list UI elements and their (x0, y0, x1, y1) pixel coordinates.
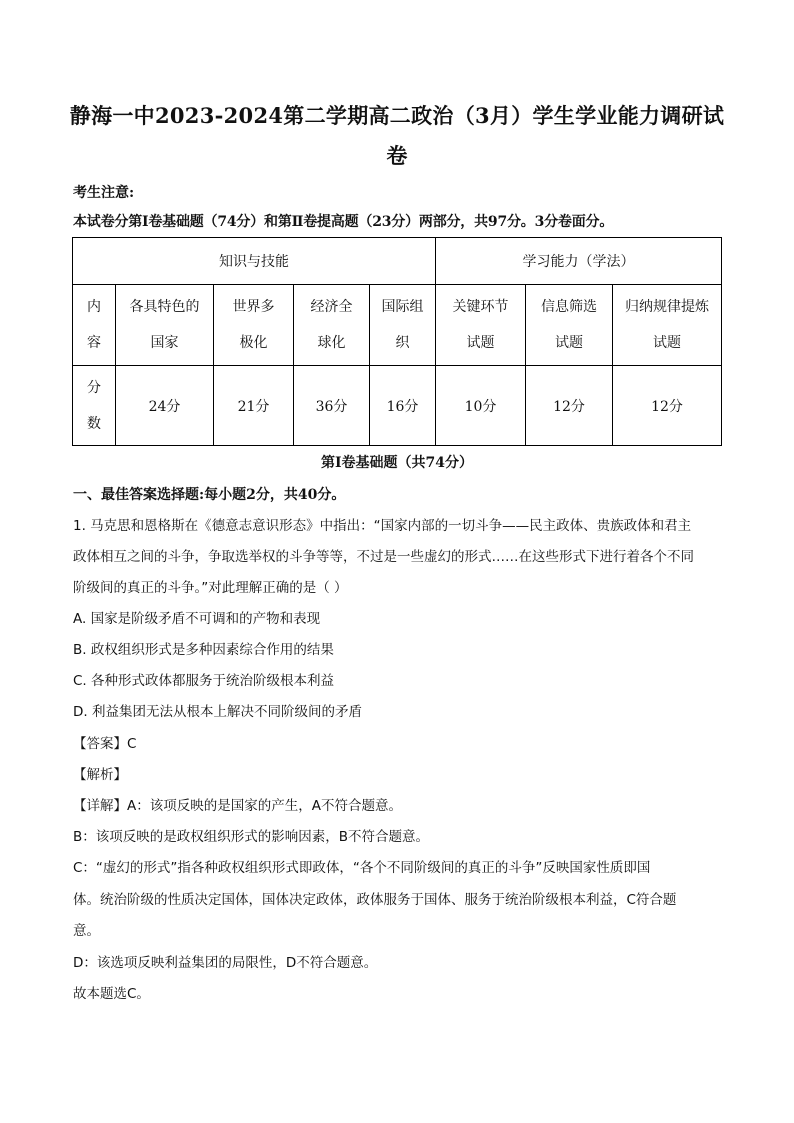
column-header: 归纳规律提炼 试题 (613, 285, 722, 366)
detail-c-line: 意。 (73, 923, 100, 939)
conclusion: 故本题选C。 (73, 986, 150, 1002)
option-a: A. 国家是阶级矛盾不可调和的产物和表现 (73, 611, 321, 627)
answer-tag: 【答案】 (73, 736, 127, 752)
title-line-1: 静海一中2023-2024第二学期高二政治（3月）学生学业能力调研试 (69, 103, 725, 128)
answer-value: C (127, 736, 137, 752)
row-header-score: 分 数 (73, 366, 116, 446)
row-header-content: 内 容 (73, 285, 116, 366)
option-c: C. 各种形式政体都服务于统治阶级根本利益 (73, 673, 335, 689)
score-cell: 12分 (526, 366, 613, 446)
question-stem-line: 政体相互之间的斗争，争取选举权的斗争等等，不过是一些虚幻的形式……在这些形式下进行着各个不同 (73, 549, 694, 565)
score-cell: 36分 (294, 366, 370, 446)
detail-c-line: C：“虚幻的形式”指各种政权组织形式即政体，“各个不同阶级间的真正的斗争”反映国家性质即国 (73, 860, 651, 876)
column-header: 经济全 球化 (294, 285, 370, 366)
part-heading: 一、最佳答案选择题:每小题2分，共40分。 (73, 487, 346, 503)
question-stem-line: 阶级间的真正的斗争。”对此理解正确的是（ ） (73, 580, 348, 596)
notice-heading: 考生注意: (73, 185, 135, 201)
detail-a: A：该项反映的是国家的产生，A不符合题意。 (127, 798, 402, 814)
column-header: 国际组 织 (370, 285, 436, 366)
option-b: B. 政权组织形式是多种因素综合作用的结果 (73, 642, 334, 658)
score-cell: 24分 (116, 366, 214, 446)
column-header: 信息筛选 试题 (526, 285, 613, 366)
detail-c-line: 体。统治阶级的性质决定国体，国体决定政体，政体服务于国体、服务于统治阶级根本利益，C符合题 (73, 892, 677, 908)
title-line-2: 卷 (386, 143, 408, 168)
column-header: 各具特色的 国家 (116, 285, 214, 366)
question-stem-line: 1. 马克思和恩格斯在《德意志意识形态》中指出：“国家内部的一切斗争——民主政体、贵族政体和君主 (73, 518, 692, 534)
score-table (72, 237, 722, 446)
detail-d: D：该选项反映利益集团的局限性，D不符合题意。 (73, 955, 378, 971)
column-header: 关键环节 试题 (436, 285, 526, 366)
page-title (60, 96, 734, 176)
table-group-knowledge: 知识与技能 (73, 238, 436, 285)
option-d: D. 利益集团无法从根本上解决不同阶级间的矛盾 (73, 704, 362, 720)
detail-tag: 【详解】 (73, 798, 127, 814)
analysis-tag: 【解析】 (73, 767, 127, 783)
score-cell: 10分 (436, 366, 526, 446)
answer-line (73, 734, 136, 754)
section-heading: 第Ⅰ卷基础题（共74分） (320, 455, 474, 471)
table-group-ability: 学习能力（学法） (436, 238, 722, 285)
score-cell: 21分 (214, 366, 294, 446)
score-cell: 12分 (613, 366, 722, 446)
column-header: 世界多 极化 (214, 285, 294, 366)
detail-b: B：该项反映的是政权组织形式的影响因素，B不符合题意。 (73, 829, 430, 845)
score-cell: 16分 (370, 366, 436, 446)
detail-line (73, 796, 402, 816)
notice-text: 本试卷分第Ⅰ卷基础题（74分）和第Ⅱ卷提高题（23分）两部分，共97分。3分卷面分。 (73, 214, 614, 230)
